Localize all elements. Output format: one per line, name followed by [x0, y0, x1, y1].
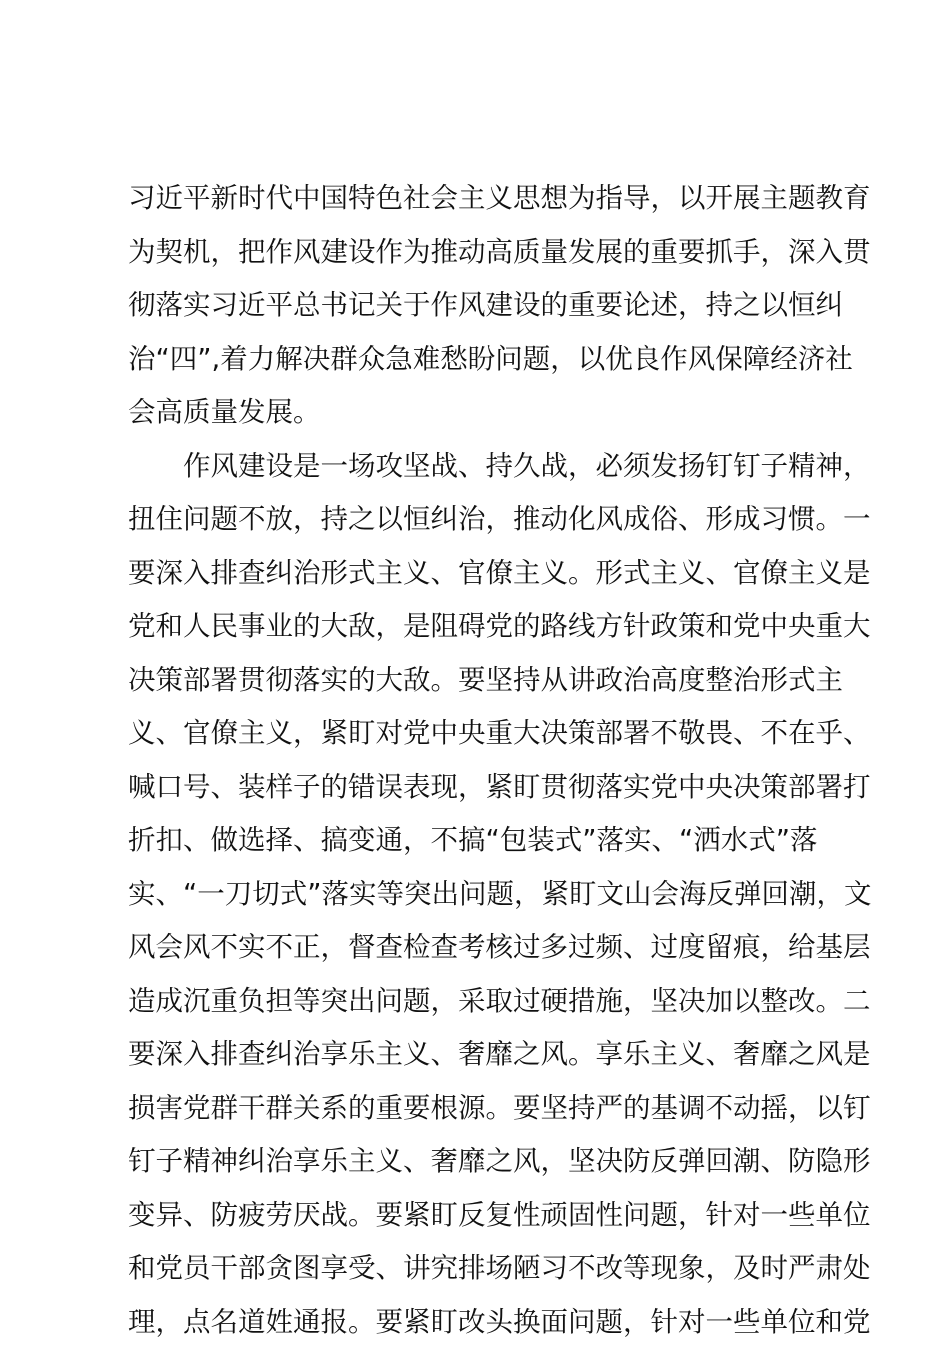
text-line: 造成沉重负担等突出问题，采取过硬措施，坚决加以整改。二	[128, 975, 828, 1029]
text-line: 和党员干部贪图享受、讲究排场陋习不改等现象，及时严肃处	[128, 1242, 828, 1296]
paragraph-first-line: 作风建设是一场攻坚战、持久战，必须发扬钉钉子精神，	[128, 440, 828, 494]
text-line: 实、“一刀切式”落实等突出问题，紧盯文山会海反弹回潮，文	[128, 868, 828, 922]
text-line: 要深入排查纠治形式主义、官僚主义。形式主义、官僚主义是	[128, 547, 828, 601]
text-line: 彻落实习近平总书记关于作风建设的重要论述，持之以恒纠	[128, 279, 828, 333]
text-line: 折扣、做选择、搞变通，不搞“包装式”落实、“洒水式”落	[128, 814, 828, 868]
text-line: 义、官僚主义，紧盯对党中央重大决策部署不敬畏、不在乎、	[128, 707, 828, 761]
text-line: 为契机，把作风建设作为推动高质量发展的重要抓手，深入贯	[128, 226, 828, 280]
text-line: 喊口号、装样子的错误表现，紧盯贯彻落实党中央决策部署打	[128, 761, 828, 815]
text-line: 变异、防疲劳厌战。要紧盯反复性顽固性问题，针对一些单位	[128, 1189, 828, 1243]
text-line: 风会风不实不正，督查检查考核过多过频、过度留痕，给基层	[128, 921, 828, 975]
text-line: 损害党群干群关系的重要根源。要坚持严的基调不动摇，以钉	[128, 1082, 828, 1136]
text-line: 习近平新时代中国特色社会主义思想为指导，以开展主题教育	[128, 172, 828, 226]
text-line: 决策部署贯彻落实的大敌。要坚持从讲政治高度整治形式主	[128, 654, 828, 708]
text-line: 治“四￼”,着力解决群众急难愁盼问题，以优良作风保障经济社	[128, 333, 828, 387]
text-line: 会高质量发展。	[128, 386, 828, 440]
text-line: 党和人民事业的大敌，是阻碍党的路线方针政策和党中央重大	[128, 600, 828, 654]
text-line: 扭住问题不放，持之以恒纠治，推动化风成俗、形成习惯。一	[128, 493, 828, 547]
text-line: 要深入排查纠治享乐主义、奢靡之风。享乐主义、奢靡之风是	[128, 1028, 828, 1082]
text-line: 理，点名道姓通报。要紧盯改头换面问题，针对一些单位和党	[128, 1296, 828, 1349]
body-text	[128, 172, 828, 1349]
text-line: 钉子精神纠治享乐主义、奢靡之风，坚决防反弹回潮、防隐形	[128, 1135, 828, 1189]
